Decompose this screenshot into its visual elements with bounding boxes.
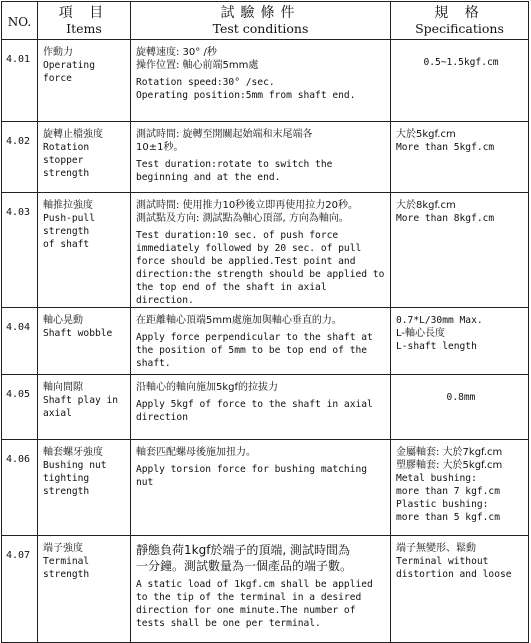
row-item bbox=[38, 536, 131, 643]
header-no bbox=[2, 2, 38, 40]
table-row bbox=[2, 193, 529, 308]
test-condition-cn-line: 操作位置: 軸心前端5mm處 bbox=[136, 60, 259, 71]
row-specification bbox=[391, 536, 529, 643]
specification-line: Metal bushing: bbox=[396, 473, 477, 484]
header-items-cn: 項 目 bbox=[58, 5, 110, 21]
row-number bbox=[2, 40, 38, 122]
row-specification bbox=[391, 193, 529, 308]
specification-line: 大於5kgf.cm bbox=[396, 129, 456, 140]
test-condition-cn-line: 靜態負荷1kgf於端子的頂端, 測試時間為 bbox=[136, 543, 351, 557]
test-condition-en-line: direction for one minute.The number of bbox=[136, 605, 356, 616]
test-condition-en-line: force should be applied.Test point and bbox=[136, 256, 356, 267]
row-number-text: 4.07 bbox=[6, 550, 31, 561]
table-row bbox=[2, 122, 529, 193]
row-number-text: 4.06 bbox=[6, 454, 31, 465]
specification-line: 0.8mm bbox=[446, 392, 476, 403]
header-items-en: Items bbox=[66, 21, 102, 36]
test-condition-cn-line: 測試點及方向: 測試點為軸心頂部, 方向為軸向。 bbox=[136, 213, 349, 224]
item-name-cn: 軸心晃動 bbox=[43, 315, 83, 326]
item-name-en-line: force bbox=[43, 73, 72, 84]
test-condition-en-line: Rotation speed:30° /sec. bbox=[136, 77, 275, 88]
row-specification bbox=[391, 440, 529, 536]
test-condition-en-line: A static load of 1kgf.cm shall be applied bbox=[136, 579, 373, 590]
test-condition-cn-line: 測試時間: 旋轉至開關起始端和末尾端各 bbox=[136, 129, 313, 140]
test-condition-cn-line: 測試時間: 使用推力10秒後立即再使用拉力20秒。 bbox=[136, 200, 358, 211]
row-number bbox=[2, 122, 38, 193]
item-name-en-line: strength bbox=[43, 486, 90, 497]
row-item bbox=[38, 193, 131, 308]
test-condition-cn-line: 在距離軸心頂端5mm處施加與軸心垂直的力。 bbox=[136, 315, 342, 326]
item-name-en-line: strength bbox=[43, 569, 90, 580]
test-condition-en-line: Test duration:rotate to switch the bbox=[136, 159, 333, 170]
test-condition-en-line: shaft. bbox=[136, 358, 171, 369]
specification-line: More than 8kgf.cm bbox=[396, 213, 495, 224]
specification-line: L-軸心長度 bbox=[396, 328, 446, 339]
test-condition-en-line: the position of 5mm to be top end of the bbox=[136, 345, 368, 356]
specification-line: more than 5 kgf.cm bbox=[396, 512, 500, 523]
item-name-en-line: Push-pull bbox=[43, 213, 95, 224]
test-condition-cn-line: 軸套匹配螺母後施加扭力。 bbox=[136, 447, 256, 458]
test-condition-cn-line: 沿軸心的軸向施加5kgf的拉拔力 bbox=[136, 382, 279, 393]
test-condition-en-line: beginning and at the end. bbox=[136, 172, 281, 183]
test-specification-table bbox=[1, 1, 529, 643]
test-condition-en-line: Apply torsion force for bushing matching bbox=[136, 464, 368, 475]
row-item bbox=[38, 40, 131, 122]
item-name-en-line: tighting bbox=[43, 473, 90, 484]
row-item bbox=[38, 308, 131, 375]
item-name-cn: 軸向間隙 bbox=[43, 382, 83, 393]
item-name-en-line: strength bbox=[43, 168, 90, 179]
row-number-text: 4.05 bbox=[6, 389, 31, 400]
test-condition-en-line: Apply force perpendicular to the shaft at bbox=[136, 332, 373, 343]
header-test-conditions bbox=[131, 2, 391, 40]
row-number bbox=[2, 375, 38, 440]
row-number-text: 4.03 bbox=[6, 207, 31, 218]
item-name-cn: 軸推拉強度 bbox=[43, 200, 93, 211]
row-number bbox=[2, 193, 38, 308]
item-name-en-line: of shaft bbox=[43, 239, 90, 250]
test-condition-en-line: Operating position:5mm from shaft end. bbox=[136, 90, 356, 101]
test-condition-en-line: Test duration:10 sec. of push force bbox=[136, 230, 339, 241]
item-name-cn: 旋轉止檔強度 bbox=[43, 129, 103, 140]
specification-line: More than 5kgf.cm bbox=[396, 142, 495, 153]
specification-line: 大於8kgf.cm bbox=[396, 200, 456, 211]
test-condition-en-line: immediately followed by 20 sec. of pull bbox=[136, 243, 362, 254]
row-test-condition bbox=[131, 40, 391, 122]
test-condition-cn-line: 旋轉速度: 30° /秒 bbox=[136, 47, 217, 58]
item-name-en-line: Shaft play in bbox=[43, 395, 119, 406]
item-name-en-line: Operating bbox=[43, 60, 95, 71]
specification-line: Terminal without bbox=[396, 556, 489, 567]
item-name-en-line: Shaft wobble bbox=[43, 328, 113, 339]
row-specification bbox=[391, 40, 529, 122]
specification-line: 塑膠軸套: 大於5kgf.cm bbox=[396, 460, 503, 471]
specification-line: 0.7*L/30mm Max. bbox=[396, 315, 483, 326]
row-number bbox=[2, 440, 38, 536]
row-number-text: 4.01 bbox=[6, 54, 31, 65]
test-condition-en-line: to the tip of the terminal in a desired bbox=[136, 592, 362, 603]
test-condition-en-line: tests shall be one per terminal. bbox=[136, 618, 321, 629]
header-no-label: NO. bbox=[7, 15, 32, 29]
table-row bbox=[2, 440, 529, 536]
row-number-text: 4.04 bbox=[6, 322, 31, 333]
row-specification bbox=[391, 375, 529, 440]
test-condition-en-line: Apply 5kgf of force to the shaft in axial bbox=[136, 399, 373, 410]
item-name-en-line: strength bbox=[43, 226, 90, 237]
specification-line: 0.5~1.5kgf.cm bbox=[423, 57, 499, 68]
row-test-condition bbox=[131, 308, 391, 375]
specification-line: Plastic bushing: bbox=[396, 499, 489, 510]
row-number bbox=[2, 536, 38, 643]
specification-line: L-shaft length bbox=[396, 341, 477, 352]
test-condition-en-line: nut bbox=[136, 477, 154, 488]
test-condition-en-line: direction:the strength should be applied to bbox=[136, 269, 385, 280]
table-row bbox=[2, 40, 529, 122]
item-name-en-line: Terminal bbox=[43, 556, 90, 567]
specification-line: more than 7 kgf.cm bbox=[396, 486, 500, 497]
table-row bbox=[2, 308, 529, 375]
row-number-text: 4.02 bbox=[6, 136, 31, 147]
item-name-cn: 軸套螺牙強度 bbox=[43, 447, 103, 458]
header-items bbox=[38, 2, 131, 40]
header-test-cn: 試驗條件 bbox=[220, 5, 301, 21]
row-item bbox=[38, 122, 131, 193]
header-test-en: Test conditions bbox=[212, 21, 309, 36]
item-name-en-line: Bushing nut bbox=[43, 460, 107, 471]
table-row bbox=[2, 375, 529, 440]
row-test-condition bbox=[131, 536, 391, 643]
test-condition-en-line: direction bbox=[136, 412, 188, 423]
row-test-condition bbox=[131, 193, 391, 308]
item-name-cn: 作動力 bbox=[43, 47, 73, 58]
specification-line: 金屬軸套: 大於7kgf.cm bbox=[396, 447, 503, 458]
row-test-condition bbox=[131, 440, 391, 536]
row-item bbox=[38, 375, 131, 440]
row-item bbox=[38, 440, 131, 536]
header-spec-en: Specifications bbox=[415, 21, 504, 36]
row-specification bbox=[391, 122, 529, 193]
specification-line: distortion and loose bbox=[396, 569, 512, 580]
test-condition-cn-line: 一分鐘。測試數量為一個產品的端子數。 bbox=[136, 559, 353, 573]
item-name-cn: 端子強度 bbox=[43, 543, 83, 554]
table-header-row bbox=[2, 2, 529, 40]
item-name-en-line: Rotation stopper bbox=[43, 142, 95, 166]
row-test-condition bbox=[131, 375, 391, 440]
row-number bbox=[2, 308, 38, 375]
table-row bbox=[2, 536, 529, 643]
header-specifications bbox=[391, 2, 529, 40]
test-condition-cn-line: 10±1秒。 bbox=[136, 142, 184, 153]
specification-line: 端子無變形、鬆動 bbox=[396, 543, 476, 554]
test-condition-en-line: the top end of the shaft in axial direction. bbox=[136, 282, 333, 306]
row-specification bbox=[391, 308, 529, 375]
row-test-condition bbox=[131, 122, 391, 193]
header-spec-cn: 規 格 bbox=[434, 5, 485, 21]
item-name-en-line: axial bbox=[43, 408, 72, 419]
